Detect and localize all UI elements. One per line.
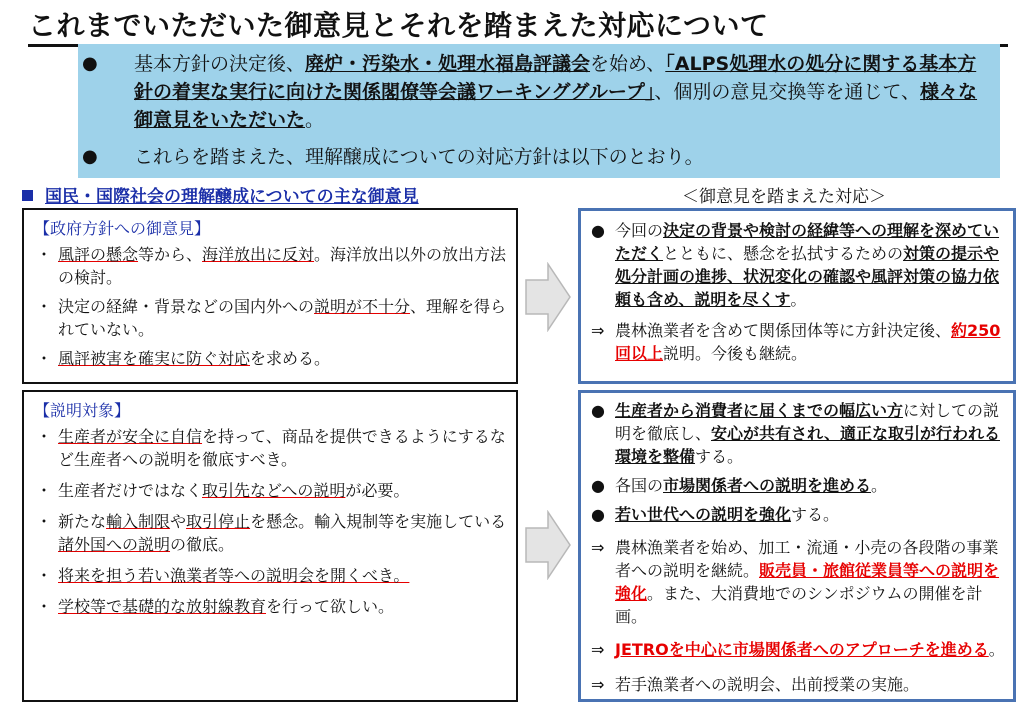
dot-marker: ・ [36,427,53,446]
list-item [24,564,516,587]
item-text: 新たな [58,512,107,531]
response-item [581,319,1013,365]
summary-text: これらを踏まえた、理解醸成についての対応方針は以下のとおり。 [134,146,704,168]
item-highlight: 若い世代への説明を強化 [615,505,792,524]
item-text: 学校等で基礎的な放射線教育 [58,597,267,616]
opinions-audience-box [22,390,518,702]
arrow-marker: ⇒ [591,538,605,557]
item-text: や [170,512,187,531]
item-text: 輸入制限 [106,512,171,531]
bullet-marker: ● [82,146,98,167]
response-item [581,474,1013,497]
item-text: 生産者だけではなく [58,481,203,500]
item-text: 説明が不十分 [314,297,411,316]
item-highlight-red: 販売員・旅館従業員等への説明を強化 [615,561,1000,603]
item-text: 農林漁業者を始め、加工・流通・小売の各段階の事業者への説明を継続。 [615,538,999,580]
list-item [24,510,516,556]
right-arrow-icon [524,262,572,332]
list-item [24,243,516,289]
arrow-marker: ⇒ [591,640,605,659]
list-item [24,595,516,618]
list-item [24,425,516,471]
item-text: 将来を担う若い漁業者等への説明会を開くべき。 [58,566,410,585]
item-text: を持って、商品を提供できるようにするなど生産者への説明を徹底すべき。 [58,427,506,469]
bullet-marker: ● [591,505,605,524]
section-heading-text: 国民・国際社会の理解醸成についての主な御意見 [45,187,419,207]
square-marker-icon [22,190,33,201]
section-heading [22,182,419,207]
summary-text: 基本方針の決定後、 [134,53,306,75]
list-item [24,347,516,370]
item-text: 安全に自信 [122,427,203,446]
dot-marker: ・ [36,245,53,264]
summary-highlight: 様々な御意見をいただいた [134,81,978,131]
arrow-marker: ⇒ [591,675,605,694]
dot-marker: ・ [36,566,53,585]
item-text: とともに、懸念を払拭するための [663,244,904,263]
item-text: する。 [695,447,744,466]
bullet-marker: ● [591,476,605,495]
item-text: 生産者が [58,427,123,446]
item-text: が必要。 [345,481,410,500]
item-text: の徹底。 [170,535,235,554]
response-item [581,503,1013,526]
summary-highlight: 「ALPS処理水の処分に関する基本方針の着実な実行に向けた関係閣僚等会議ワーキンググループ」 [134,53,977,103]
item-text: 。 [871,476,888,495]
summary-bullet-2 [82,143,990,171]
summary-text: を始め、 [590,53,666,75]
item-text: 。 [790,290,807,309]
response-item [581,399,1013,468]
response-audience-box [578,390,1016,702]
item-text: 各国の [615,476,664,495]
item-text: 。 [988,640,1005,659]
summary-text: 、個別の意見交換等を通じて、 [654,81,921,103]
dot-marker: ・ [36,349,53,368]
dot-marker: ・ [36,597,53,616]
item-text: 説明。今後も継続。 [663,344,808,363]
item-highlight: 生産者から消費者に届くまでの幅広い方 [615,401,904,420]
dot-marker: ・ [36,297,53,316]
response-heading: ＜御意見を踏まえた対応＞ [682,187,886,207]
item-text: 決定の経緯・背景などの国内外への [58,297,315,316]
item-text: を懸念。輸入規制等を実施している [250,512,507,531]
response-policy-box [578,208,1016,384]
bullet-marker: ● [591,401,605,420]
response-item [581,219,1013,311]
item-highlight: 市場関係者への説明を進める [663,476,872,495]
item-highlight-red: JETROを中心に市場関係者へのアプローチを進める [615,640,989,659]
box-heading: 【政府方針への御意見】 [34,219,211,238]
list-item [24,479,516,502]
dot-marker: ・ [36,481,53,500]
item-text: 等から、 [138,245,203,264]
right-arrow-icon [524,510,572,580]
opinions-policy-box [22,208,518,384]
item-highlight: 対策の提示や処分計画の進捗、状況変化の確認や風評対策の協力依頼も含め、説明を尽くす [615,244,1000,309]
item-text: 取引先などへの説明 [202,481,346,500]
item-text: 海洋放出に反対 [202,245,315,264]
item-text: 風評の懸念 [58,245,139,264]
item-highlight: 安心が共有され、適正な取引が行われる環境を整備 [615,424,1000,466]
item-highlight-red: 約250回以上 [615,321,1001,363]
item-text: 風評被害を確実に防ぐ対応 [58,349,251,368]
page-title: これまでいただいた御意見とそれを踏まえた対応について [28,4,1008,47]
item-text: 諸外国への説明 [58,535,171,554]
response-item [581,673,1013,696]
item-text: 。また、大消費地でのシンポジウムの開催を計画。 [615,584,983,626]
summary-bullet-1 [82,50,990,134]
item-text: を行って欲しい。 [266,597,395,616]
response-item [581,638,1013,661]
arrow-marker: ⇒ [591,321,605,340]
bullet-marker: ● [591,221,605,240]
item-text: を求める。 [250,349,331,368]
list-item [24,295,516,341]
bullet-marker: ● [82,53,98,74]
item-text: 農林漁業者を含めて関係団体等に方針決定後、 [615,321,952,340]
item-highlight: 決定の背景や検討の経緯等への理解を深めていただく [615,221,1000,263]
response-item [581,536,1013,628]
item-text: に対しての説明を徹底し、 [615,401,1000,443]
item-text: 若手漁業者への説明会、出前授業の実施。 [615,675,920,694]
box-heading: 【説明対象】 [34,401,131,420]
summary-highlight: 廃炉・汚染水・処理水福島評議会 [305,53,591,75]
summary-text: 。 [305,109,325,131]
item-text: 今回の [615,221,664,240]
item-text: 、理解を得られていない。 [58,297,507,339]
dot-marker: ・ [36,512,53,531]
item-text: する。 [791,505,840,524]
summary-panel [78,44,1000,178]
item-text: 取引停止 [186,512,251,531]
item-text: 。海洋放出以外の放出方法の検討。 [58,245,507,287]
